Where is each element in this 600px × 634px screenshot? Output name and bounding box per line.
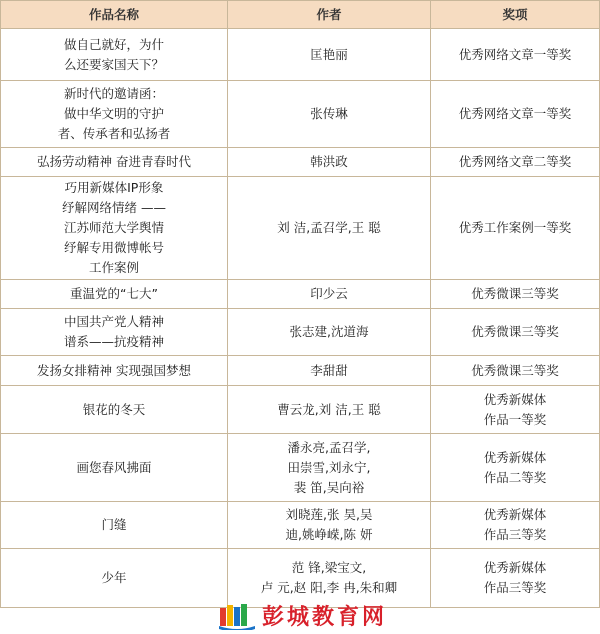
cell-title-line: 做自己就好，为什 [63, 36, 164, 52]
cell-award [431, 148, 600, 177]
cell-award-line: 优秀微课三等奖 [471, 324, 559, 339]
cell-title-line: 巧用新媒体IP形象 [64, 180, 164, 195]
cell-award-line: 优秀新媒体 [483, 391, 547, 407]
table-row [1, 549, 600, 608]
cell-award-line: 作品三等奖 [483, 527, 547, 542]
cell-title [1, 81, 228, 148]
cell-author [228, 502, 431, 549]
cell-award [431, 502, 600, 549]
cell-author-line: 张传琳 [310, 106, 348, 121]
cell-award [431, 356, 600, 386]
cell-title-line: 者、传承者和弘扬者 [57, 126, 171, 141]
cell-author-line: 张志建,沈道海 [289, 324, 369, 339]
cell-author [228, 549, 431, 608]
table-row [1, 386, 600, 434]
cell-author-line: 韩洪政 [310, 154, 348, 169]
cell-author [228, 356, 431, 386]
cell-award-line: 优秀新媒体 [483, 507, 547, 522]
cell-title [1, 29, 228, 81]
cell-author-line: 李甜甜 [310, 362, 348, 378]
table-row [1, 29, 600, 81]
cell-title [1, 386, 228, 434]
cell-award [431, 177, 600, 280]
cell-award-line: 优秀工作案例一等奖 [458, 220, 572, 235]
cell-award-line: 作品二等奖 [483, 469, 547, 485]
cell-title-line: 纾解网络情绪 —— [62, 200, 166, 215]
table-header-row [1, 1, 600, 29]
table-row [1, 434, 600, 502]
cell-author-line: 印少云 [310, 286, 348, 301]
cell-author [228, 309, 431, 356]
cell-author-line: 田崇雪,刘永宁, [287, 459, 371, 475]
cell-author [228, 177, 431, 280]
cell-award-line: 优秀网络文章一等奖 [458, 46, 572, 62]
table-row [1, 502, 600, 549]
cell-author [228, 81, 431, 148]
cell-title [1, 148, 228, 177]
cell-award [431, 386, 600, 434]
cell-title-line: 新时代的邀请函： [63, 86, 164, 101]
cell-title-line: 门缝 [101, 517, 127, 532]
cell-title [1, 177, 228, 280]
table-row [1, 309, 600, 356]
header-title: 作品名称 [1, 1, 228, 29]
table-row [1, 177, 600, 280]
cell-title [1, 356, 228, 386]
cell-title-line: 画您春风拂面 [76, 459, 152, 475]
cell-award-line: 优秀网络文章二等奖 [458, 154, 572, 169]
cell-title-line: 江苏师范大学舆情 [63, 220, 164, 235]
cell-title-line: 纾解专用微博帐号 [63, 240, 164, 255]
cell-title [1, 309, 228, 356]
cell-title [1, 280, 228, 309]
cell-author-line: 匡艳丽 [310, 46, 348, 62]
table-row [1, 148, 600, 177]
cell-author-line: 曹云龙,刘 洁,王 聪 [277, 401, 381, 417]
table-row [1, 280, 600, 309]
cell-award-line: 作品一等奖 [483, 411, 547, 427]
cell-author-line: 迪,姚峥嵘,陈 妍 [285, 527, 373, 542]
cell-author-line: 卢 元,赵 阳,李 冉,朱和卿 [260, 580, 398, 595]
cell-award-line: 优秀新媒体 [483, 560, 547, 575]
cell-author [228, 29, 431, 81]
cell-author-line: 刘晓莲,张 昊,吴 [285, 507, 373, 522]
cell-title-line: 中国共产党人精神 [63, 314, 164, 329]
cell-title-line: 银花的冬天 [82, 401, 146, 417]
table-row [1, 356, 600, 386]
cell-award-line: 优秀网络文章一等奖 [458, 106, 572, 121]
cell-title-line: 发扬女排精神 实现强国梦想 [37, 362, 191, 378]
cell-award [431, 29, 600, 81]
cell-author-line: 潘永亮,孟召学, [287, 439, 371, 455]
cell-author-line: 刘 洁,孟召学,王 聪 [277, 220, 381, 235]
cell-title [1, 502, 228, 549]
header-author: 作者 [228, 1, 431, 29]
cell-title-line: 谱系——抗疫精神 [63, 334, 164, 349]
cell-title-line: 少年 [101, 570, 127, 585]
cell-award [431, 280, 600, 309]
cell-author-line: 范 锋,梁宝文, [291, 560, 367, 575]
cell-title [1, 549, 228, 608]
cell-award [431, 434, 600, 502]
cell-award [431, 309, 600, 356]
cell-award-line: 优秀微课三等奖 [471, 286, 559, 301]
cell-author-line: 裴 笛,吴向裕 [293, 479, 365, 495]
cell-title-line: 重温党的“七大” [70, 286, 158, 301]
site-watermark [218, 600, 387, 631]
cell-award-line: 作品三等奖 [483, 580, 547, 595]
cell-author [228, 386, 431, 434]
cell-title [1, 434, 228, 502]
cell-author [228, 148, 431, 177]
cell-award [431, 81, 600, 148]
table-row [1, 81, 600, 148]
watermark-text: 彭城教育网 [262, 605, 388, 630]
cell-award-line: 优秀微课三等奖 [471, 362, 559, 378]
table-body [1, 29, 600, 608]
cell-title-line: 工作案例 [88, 260, 139, 275]
header-award: 奖项 [431, 1, 600, 29]
cell-award-line: 优秀新媒体 [483, 449, 547, 465]
cell-award [431, 549, 600, 608]
cell-author [228, 280, 431, 309]
books-logo-icon [218, 602, 256, 630]
cell-title-line: 弘扬劳动精神 奋进青春时代 [37, 154, 191, 169]
cell-title-line: 么还要家国天下？ [63, 56, 164, 72]
cell-title-line: 做中华文明的守护 [63, 106, 164, 121]
cell-author [228, 434, 431, 502]
